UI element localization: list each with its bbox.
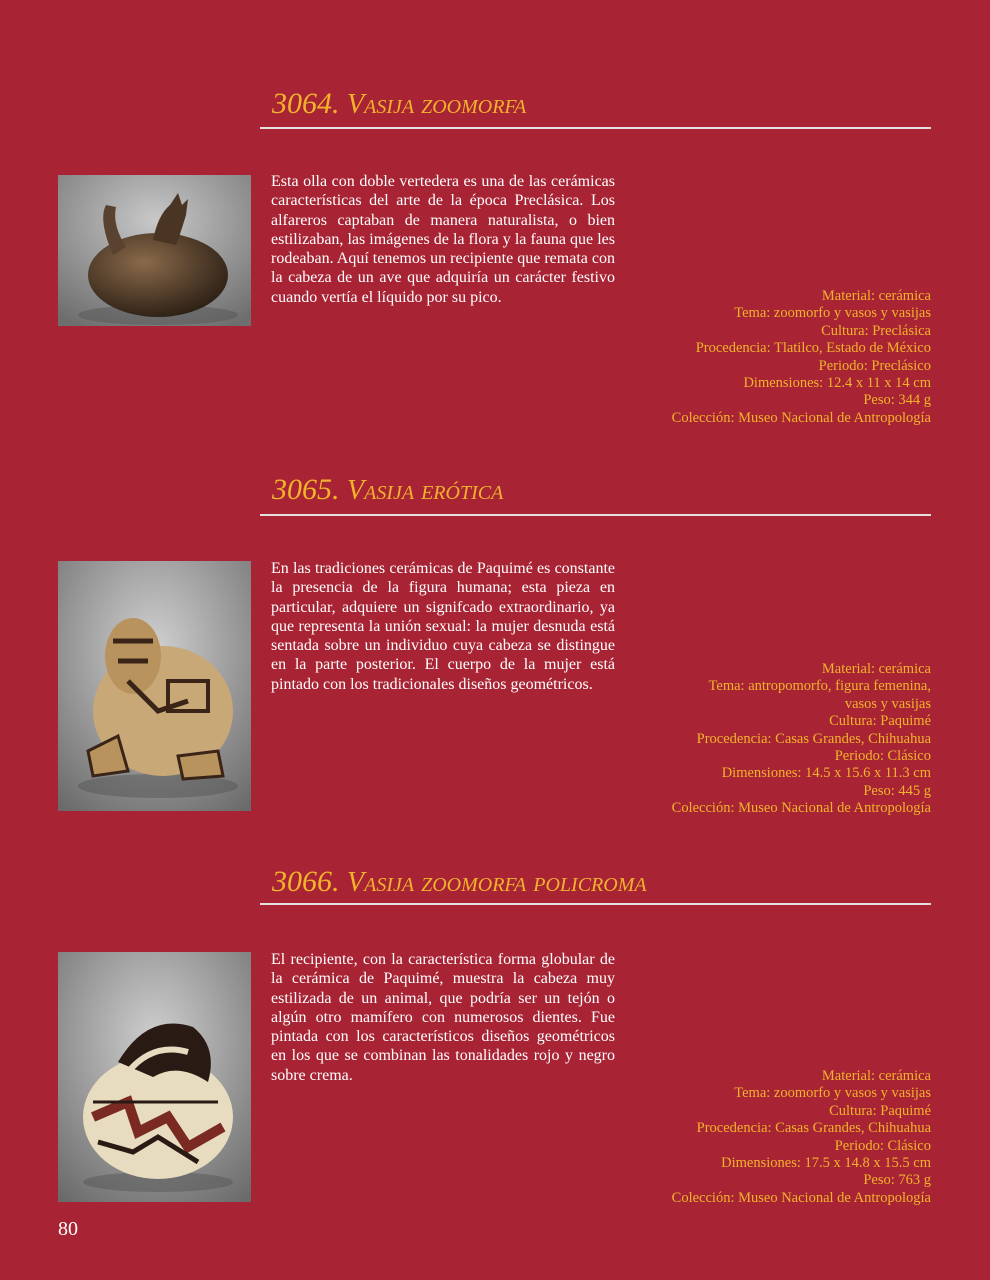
meta-tema-cont: vasos y vasijas — [844, 695, 931, 712]
meta-cultura: Cultura: Paquimé — [829, 713, 931, 730]
meta-dimensiones: Dimensiones: 14.5 x 15.6 x 11.3 cm — [721, 765, 931, 782]
entry-number: 3066. — [272, 865, 340, 898]
entry-title-3066 — [272, 864, 647, 901]
meta-peso: Peso: 763 g — [863, 1172, 931, 1189]
title-divider — [260, 903, 931, 905]
entry-metadata — [571, 1068, 931, 1207]
entry-name: Vasija erótica — [347, 475, 504, 506]
meta-coleccion: Colección: Museo Nacional de Antropología — [671, 409, 931, 426]
entry-name: Vasija zoomorfa — [347, 89, 527, 120]
entry-metadata — [571, 661, 931, 818]
meta-material: Material: cerámica — [821, 1068, 931, 1084]
meta-procedencia: Procedencia: Casas Grandes, Chihuahua — [696, 730, 931, 747]
entry-title-3064 — [272, 86, 526, 123]
title-divider — [260, 127, 931, 129]
meta-procedencia: Procedencia: Casas Grandes, Chihuahua — [696, 1120, 931, 1137]
meta-peso: Peso: 445 g — [863, 782, 931, 799]
meta-periodo: Periodo: Clásico — [834, 748, 931, 765]
meta-cultura: Cultura: Paquimé — [829, 1102, 931, 1119]
entry-number: 3065. — [272, 473, 340, 506]
meta-dimensiones: Dimensiones: 17.5 x 14.8 x 15.5 cm — [721, 1155, 931, 1172]
entry-metadata — [571, 288, 931, 427]
entry-title-3065 — [272, 472, 503, 509]
entry-number: 3064. — [272, 87, 340, 120]
entry-description: En las tradiciones cerámicas de Paquimé es constante la presencia de la figura humana; esta pieza en particular, adquiere un signifcado extraordinario, ya que representa la unión sexual: la mujer desnuda está sentada sobre un individuo cuya cabeza se distingue en la parte posterior. El cuerpo de la mujer está pintado con los tradicionales diseños geométricos. — [271, 560, 615, 693]
meta-periodo: Periodo: Preclásico — [818, 357, 931, 374]
page-number: 80 — [58, 1218, 78, 1240]
meta-procedencia: Procedencia: Tlatilco, Estado de México — [695, 340, 931, 357]
meta-coleccion: Colección: Museo Nacional de Antropología — [671, 1189, 931, 1206]
meta-tema: Tema: zoomorfo y vasos y vasijas — [734, 1085, 931, 1102]
meta-material: Material: cerámica — [821, 661, 931, 677]
meta-tema: Tema: zoomorfo y vasos y vasijas — [734, 305, 931, 322]
meta-coleccion: Colección: Museo Nacional de Antropología — [671, 800, 931, 817]
meta-dimensiones: Dimensiones: 12.4 x 11 x 14 cm — [743, 375, 931, 392]
vessel-photo-bird — [58, 175, 251, 326]
meta-material: Material: cerámica — [821, 288, 931, 304]
title-divider — [260, 514, 931, 516]
meta-periodo: Periodo: Clásico — [834, 1137, 931, 1154]
entry-description: Esta olla con doble vertedera es una de las cerámicas características del arte de la época Preclásica. Los alfareros captaban de manera naturalista, o bien estilizaban, las imágenes de la flora y la fauna que les rodeaban. Aquí tenemos un recipiente que remata con la cabeza de un ave que adquiría un carácter festivo cuando vertía el líquido por su pico. — [271, 173, 615, 306]
meta-cultura: Cultura: Preclásica — [821, 322, 931, 339]
entry-name: Vasija zoomorfa policroma — [347, 867, 647, 898]
vessel-photo-polychrome — [58, 952, 251, 1202]
meta-tema: Tema: antropomorfo, figura femenina, — [708, 678, 931, 695]
meta-peso: Peso: 344 g — [863, 392, 931, 409]
vessel-photo-figure — [58, 561, 251, 811]
entry-description: El recipiente, con la característica forma globular de la cerámica de Paquimé, muestra la cabeza muy estilizada de un animal, que podría ser un tejón o algún otro mamífero con numerosos dientes. Fue pintada con los característicos diseños geométricos en los que se combinan las tonalidades rojo y negro sobre crema. — [271, 951, 615, 1084]
